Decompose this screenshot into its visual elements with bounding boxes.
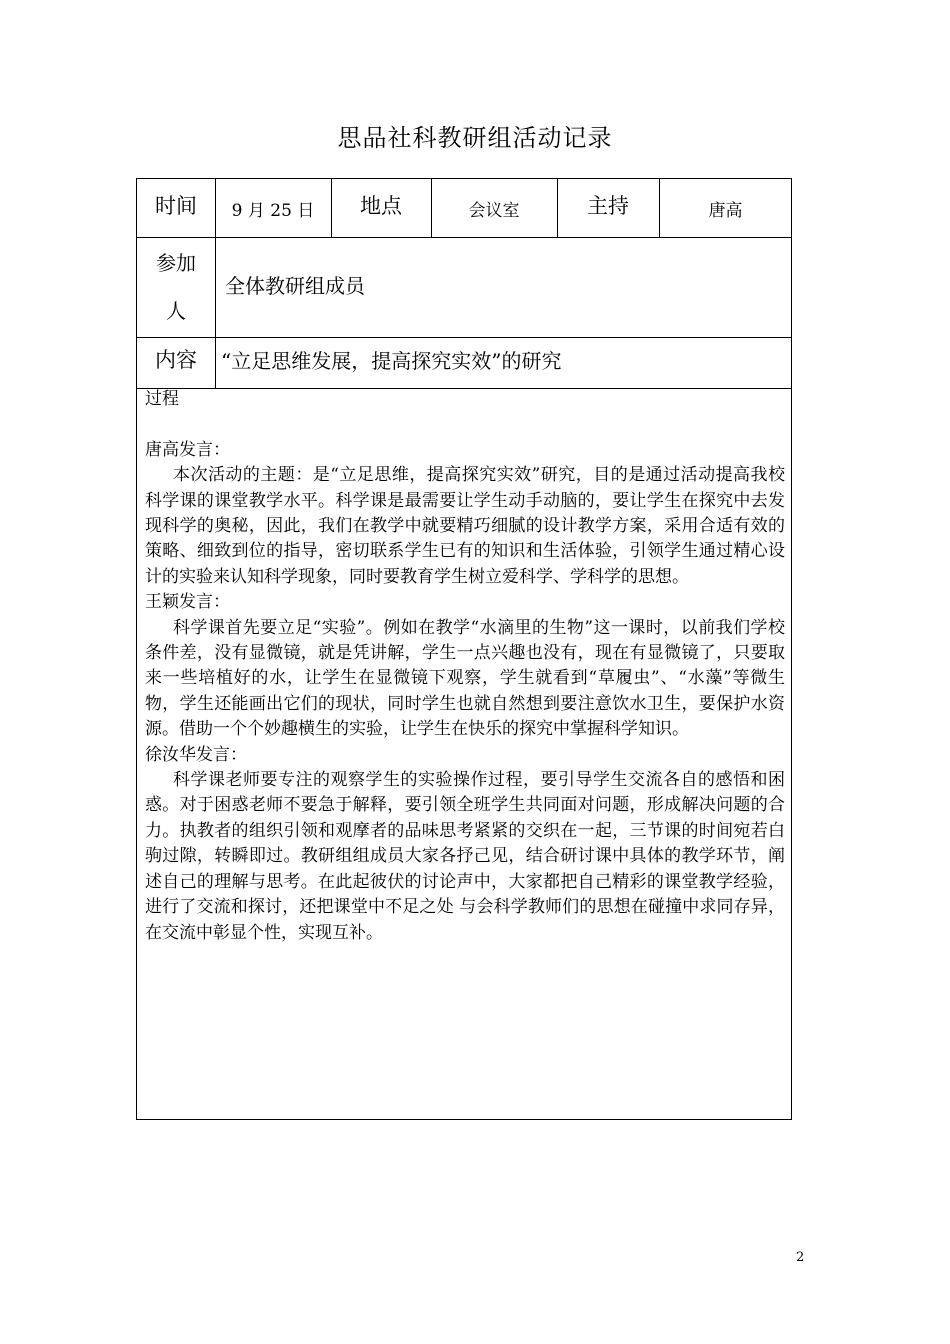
content-value: “立足思维发展，提高探究实效”的研究 [221,348,562,373]
participants-value: 全体教研组成员 [225,274,365,298]
speech-tanggao: 本次活动的主题：是“立足思维，提高探究实效”研究，目的是通过活动提高我校科学课的课堂教学水平。科学课是最需要让学生动手动脑的，要让学生在探究中去发现科学的奥秘，因此，我们在教学中就要精巧细腻的设计教学方案，采用合适有效的策略、细致到位的指导，密切联系学生已有的知识和生活体验，引领学生通过精心设计的实验来认知科学现象，同时要教育学生树立爱科学、学科学的思想。 [145,465,785,587]
process-section [145,387,785,946]
host-label: 主持 [587,194,629,218]
participants-label-line1: 参加 [156,251,196,275]
blank-line [145,412,785,437]
host-value: 唐高 [708,200,743,221]
page-title: 思品社科教研组活动记录 [337,124,613,152]
speech-xuruhua: 科学课老师要专注的观察学生的实验操作过程，要引导学生交流各自的感悟和困惑。对于困惑老师不要急于解释，要引领全班学生共同面对问题，形成解决问题的合力。执教者的组织引领和观摩者的品味思考紧紧的交织在一起，三节课的时间宛若白驹过隙，转瞬即过。教研组组成员大家各抒己见，结合研讨课中具体的教学环节，阐述自己的理解与思考。在此起彼伏的讨论声中，大家都把自己精彩的课堂教学经验，进行了交流和探讨，还把课堂中不足之处 与会科学教师们的思想在碰撞中求同存异，在交流中彰显个性，实现互补。 [145,770,785,943]
time-label: 时间 [155,194,197,218]
speaker-wangying: 王颖发言： [145,592,230,613]
speaker-tanggao: 唐高发言： [145,439,230,460]
participants-label [137,237,215,337]
speech-wangying: 科学课首先要立足“实验”。例如在教学“水滴里的生物”这一课时，以前我们学校条件差，没有显微镜，就是凭讲解，学生一点兴趣也没有，现在有显微镜了，只要取来一些培植好的水，让学生在显微镜下观察，学生就看到“草履虫”、“水藻”等微生物，学生还能画出它们的现状，同时学生也就自然想到要注意饮水卫生，要保护水资源。借助一个个妙趣横生的实验，让学生在快乐的探究中掌握科学知识。 [145,617,785,740]
time-value: 9 月 25 日 [231,200,315,221]
content-label: 内容 [155,348,197,372]
process-label: 过程 [145,389,179,409]
page-number: 2 [796,1250,805,1265]
participants-label-line2: 人 [166,299,186,323]
speaker-xuruhua: 徐汝华发言： [145,744,247,765]
place-value: 会议室 [468,200,520,221]
place-label: 地点 [360,194,402,218]
